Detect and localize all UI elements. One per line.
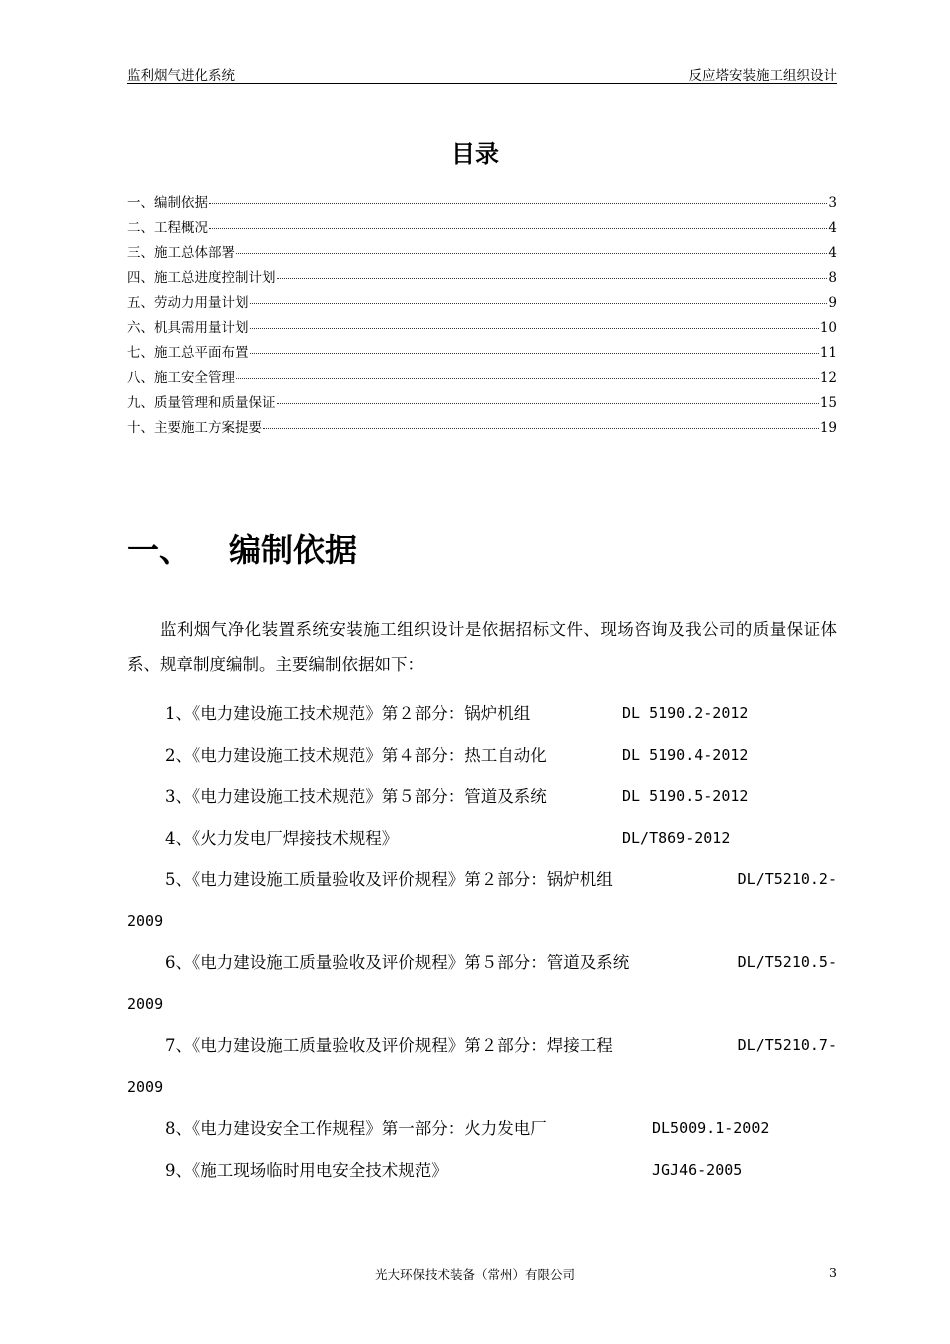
toc-entry-page: 3 (828, 195, 837, 211)
reference-code: DL 5190.2-2012 (622, 704, 749, 722)
reference-code: DL5009.1-2002 (652, 1119, 770, 1137)
toc-entry[interactable] (127, 216, 837, 241)
reference-title: 6、《电力建设施工质量验收及评价规程》第５部分：管道及系统 (165, 953, 630, 972)
page-header (127, 63, 837, 84)
toc-leader-dots (236, 377, 819, 379)
reference-code: DL/T5210.2- (737, 870, 837, 888)
toc-entry[interactable] (127, 266, 837, 291)
reference-code: DL/T5210.5- (737, 953, 837, 971)
reference-code-continuation: 2009 (127, 911, 164, 930)
toc-entry-label: 三、施工总体部署 (127, 245, 235, 261)
reference-list (127, 693, 837, 1191)
toc-entry[interactable] (127, 291, 837, 316)
toc-entry-page: 4 (828, 220, 837, 236)
reference-item (127, 776, 837, 818)
reference-item (127, 1025, 837, 1108)
toc-entry-label: 八、施工安全管理 (127, 370, 235, 386)
reference-item (127, 859, 837, 942)
toc-entry-page: 8 (828, 270, 837, 286)
toc-leader-dots (250, 327, 819, 329)
reference-title: 5、《电力建设施工质量验收及评价规程》第２部分：锅炉机组 (165, 870, 613, 889)
toc-entry-page: 4 (828, 245, 837, 261)
toc-entry-page: 10 (819, 320, 837, 336)
section-heading (127, 525, 357, 571)
reference-title: 2、《电力建设施工技术规范》第４部分：热工自动化 (165, 745, 547, 765)
reference-title: 8、《电力建设安全工作规程》第一部分：火力发电厂 (165, 1119, 547, 1138)
page-number: 3 (829, 1265, 837, 1280)
reference-code: DL 5190.4-2012 (622, 745, 749, 764)
toc-entry-label: 四、施工总进度控制计划 (127, 270, 276, 286)
toc-entry[interactable] (127, 341, 837, 366)
toc-leader-dots (277, 402, 819, 404)
section-number: 一、 (127, 531, 192, 569)
toc-entry-page: 9 (828, 295, 837, 311)
toc-entry-label: 二、工程概况 (127, 220, 208, 236)
toc-leader-dots (263, 427, 819, 429)
reference-item (127, 735, 837, 777)
reference-code-continuation: 2009 (127, 994, 164, 1013)
reference-title: 7、《电力建设施工质量验收及评价规程》第２部分：焊接工程 (165, 1036, 613, 1055)
toc-entry[interactable] (127, 391, 837, 416)
reference-title: 9、《施工现场临时用电安全技术规范》 (165, 1160, 448, 1180)
toc-entry[interactable] (127, 416, 837, 441)
reference-item (127, 1108, 837, 1150)
reference-code: DL/T5210.7- (737, 1036, 837, 1054)
toc-leader-dots (250, 352, 819, 354)
reference-title: 3、《电力建设施工技术规范》第５部分：管道及系统 (165, 787, 547, 806)
header-left-title: 监利烟气进化系统 (127, 68, 235, 84)
reference-item (127, 1150, 837, 1192)
toc-entry-page: 15 (819, 395, 837, 411)
toc-entry-label: 九、质量管理和质量保证 (127, 395, 276, 411)
toc-entry-page: 12 (819, 370, 837, 386)
toc-entry[interactable] (127, 241, 837, 266)
toc-entry[interactable] (127, 191, 837, 216)
reference-item (127, 942, 837, 1025)
reference-code: DL/T869-2012 (622, 828, 731, 847)
toc-entry-label: 十、主要施工方案提要 (127, 420, 262, 436)
toc-entry-label: 一、编制依据 (127, 195, 208, 211)
toc-title: 目录 (451, 140, 499, 168)
table-of-contents (127, 191, 837, 441)
toc-entry-page: 19 (819, 420, 837, 436)
reference-item (127, 693, 837, 735)
toc-leader-dots (209, 202, 827, 204)
toc-leader-dots (277, 277, 828, 279)
toc-entry-label: 六、机具需用量计划 (127, 320, 249, 336)
toc-entry[interactable] (127, 316, 837, 341)
section-title: 编制依据 (229, 531, 358, 569)
reference-item (127, 818, 837, 860)
reference-title: 4、《火力发电厂焊接技术规程》 (165, 828, 399, 848)
toc-leader-dots (209, 227, 827, 229)
header-right-title: 反应塔安装施工组织设计 (688, 68, 837, 84)
footer-company: 光大环保技术装备（常州）有限公司 (374, 1267, 575, 1282)
toc-entry[interactable] (127, 366, 837, 391)
toc-entry-label: 五、劳动力用量计划 (127, 295, 249, 311)
reference-code: DL 5190.5-2012 (622, 787, 749, 805)
toc-leader-dots (236, 252, 827, 254)
intro-paragraph: 监利烟气净化装置系统安装施工组织设计是依据招标文件、现场咨询及我公司的质量保证体系、规章制度编制。主要编制依据如下： (127, 620, 837, 674)
reference-code-continuation: 2009 (127, 1077, 164, 1096)
toc-entry-label: 七、施工总平面布置 (127, 345, 249, 361)
reference-code: JGJ46-2005 (652, 1160, 743, 1179)
reference-title: 1、《电力建设施工技术规范》第２部分：锅炉机组 (165, 704, 531, 723)
toc-entry-page: 11 (819, 345, 837, 361)
toc-leader-dots (250, 302, 828, 304)
